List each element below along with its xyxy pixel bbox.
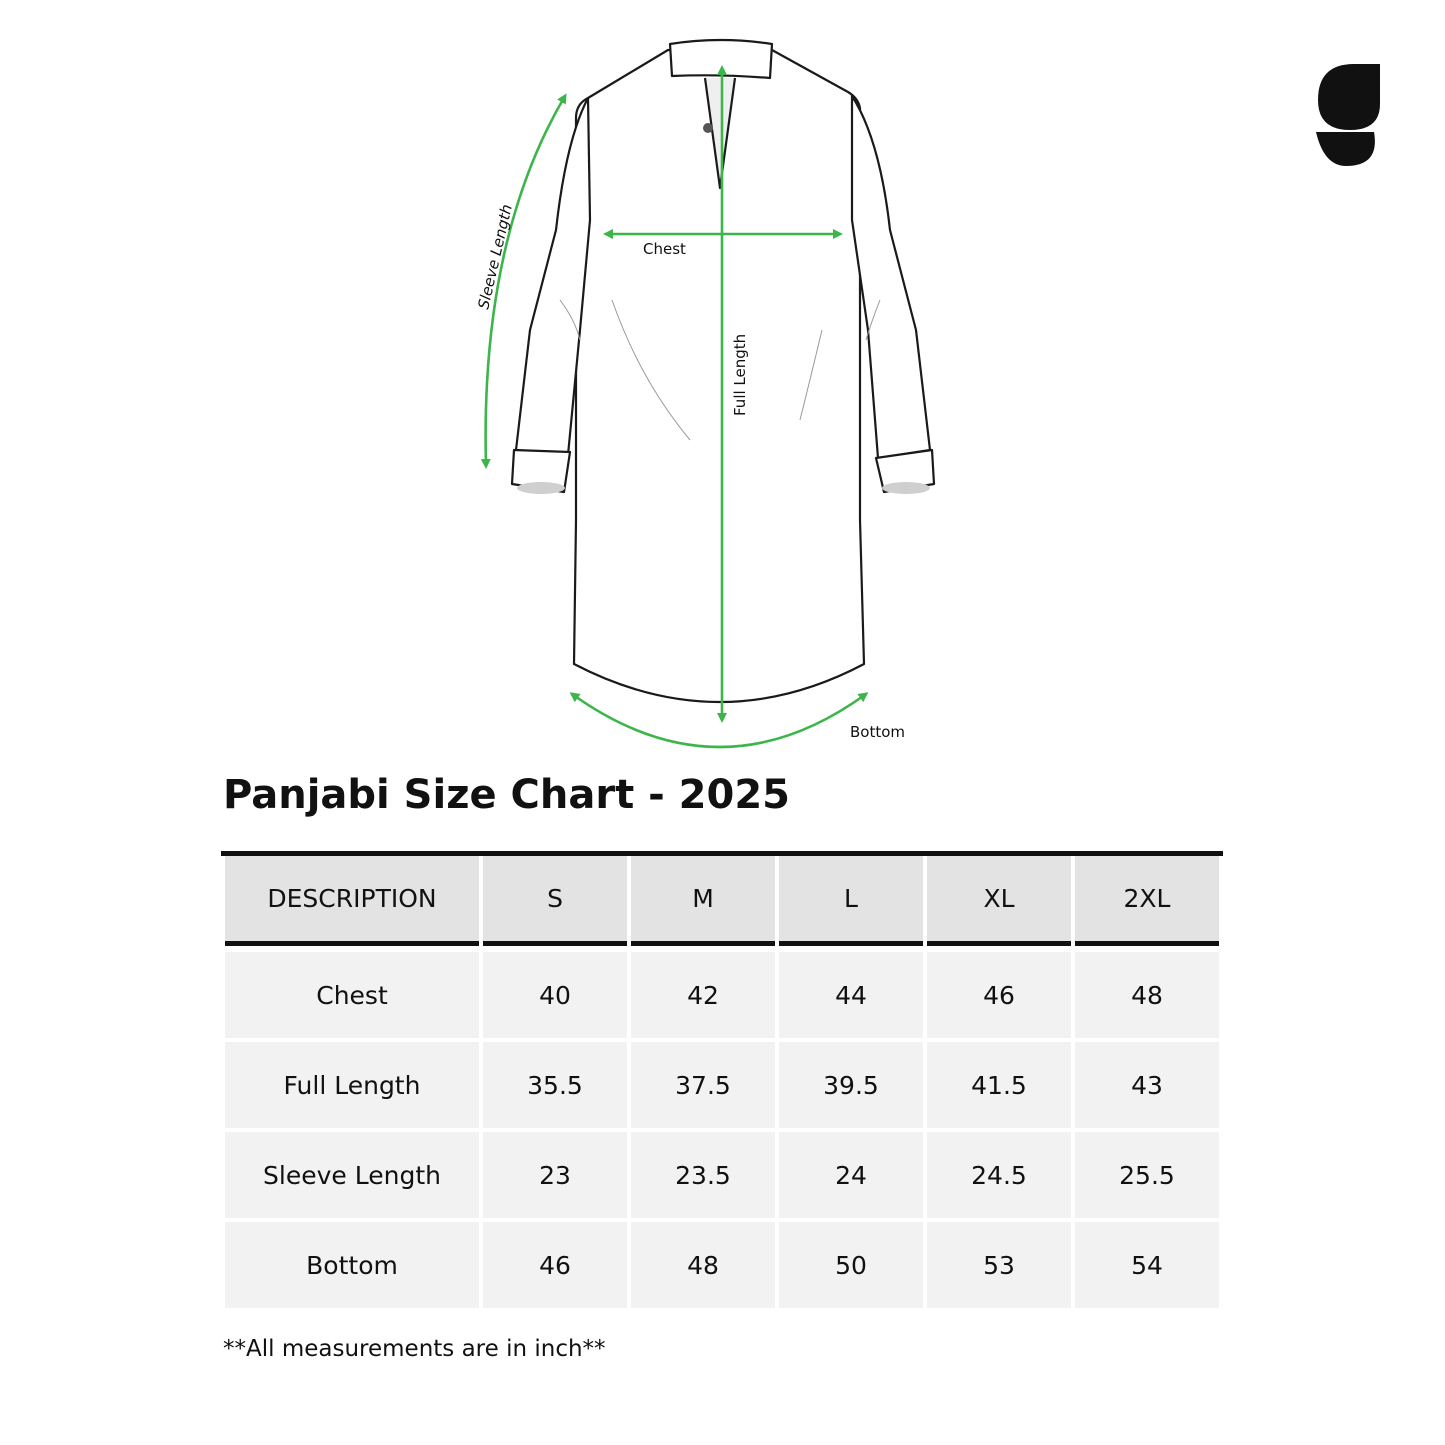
size-table — [221, 851, 1223, 1308]
table-cell: 44 — [779, 946, 923, 1038]
header-size-s: S — [483, 856, 627, 946]
bottom-label: Bottom — [850, 723, 906, 741]
row-label: Bottom — [225, 1218, 479, 1308]
table-cell: 48 — [631, 1218, 775, 1308]
table-cell: 53 — [927, 1218, 1071, 1308]
header-size-m: M — [631, 856, 775, 946]
sleeve-length-label: Sleeve Length — [474, 202, 516, 311]
table-cell: 50 — [779, 1218, 923, 1308]
measurement-note: **All measurements are in inch** — [223, 1336, 606, 1362]
cuff-shadow — [517, 482, 565, 494]
table-cell: 24.5 — [927, 1128, 1071, 1218]
table-cell: 40 — [483, 946, 627, 1038]
table-cell: 23.5 — [631, 1128, 775, 1218]
row-label: Sleeve Length — [225, 1128, 479, 1218]
cuff-shadow — [882, 482, 930, 494]
page-title: Panjabi Size Chart - 2025 — [223, 772, 790, 818]
table-header-row — [225, 856, 1219, 946]
table-row — [225, 1218, 1219, 1308]
table-cell: 24 — [779, 1128, 923, 1218]
chest-label: Chest — [643, 240, 686, 258]
table-cell: 41.5 — [927, 1038, 1071, 1128]
table-cell: 54 — [1075, 1218, 1219, 1308]
row-label: Full Length — [225, 1038, 479, 1128]
table-cell: 35.5 — [483, 1038, 627, 1128]
header-size-l: L — [779, 856, 923, 946]
button-icon — [703, 123, 713, 133]
header-size-xl: XL — [927, 856, 1071, 946]
table-cell: 23 — [483, 1128, 627, 1218]
table-row — [225, 1128, 1219, 1218]
header-size-2xl: 2XL — [1075, 856, 1219, 946]
table-cell: 42 — [631, 946, 775, 1038]
row-label: Chest — [225, 946, 479, 1038]
header-description: DESCRIPTION — [225, 856, 479, 946]
table-cell: 39.5 — [779, 1038, 923, 1128]
table-cell: 43 — [1075, 1038, 1219, 1128]
panjabi-diagram — [440, 30, 960, 770]
table-cell: 46 — [483, 1218, 627, 1308]
table-cell: 48 — [1075, 946, 1219, 1038]
table-row — [225, 946, 1219, 1038]
full-length-label: Full Length — [731, 333, 749, 416]
table-cell: 25.5 — [1075, 1128, 1219, 1218]
g-logo-icon — [1310, 60, 1382, 170]
table-cell: 46 — [927, 946, 1071, 1038]
table-row — [225, 1038, 1219, 1128]
table-cell: 37.5 — [631, 1038, 775, 1128]
